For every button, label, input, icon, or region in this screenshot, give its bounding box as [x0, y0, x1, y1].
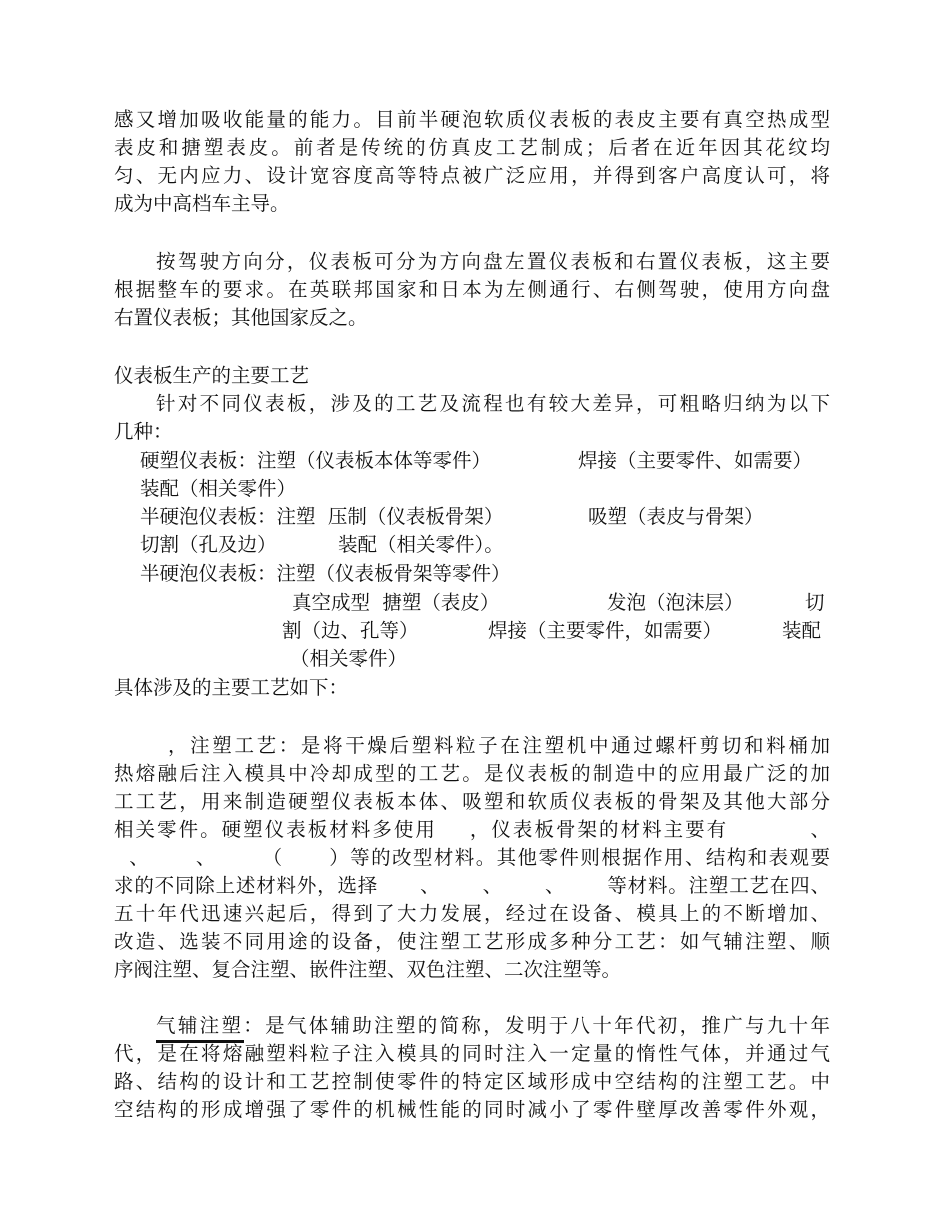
paragraph-1-line-1: 感又增加吸收能量的能力。目前半硬泡软质仪表板的表皮主要有真空热成型: [114, 108, 830, 131]
flow-hard-step-2: 焊接（主要零件、如需要）: [578, 449, 813, 472]
paragraph-4-line-3: 工工艺，用来制造硬塑仪表板本体、吸塑和软质仪表板的骨架及其他大部分: [114, 790, 830, 813]
flow-hard-step-1: 硬塑仪表板：注塑（仪表板本体等零件）: [140, 449, 492, 472]
paragraph-3-line-2: 几种：: [114, 420, 173, 443]
paragraph-2-line-1: 按驾驶方向分，仪表板可分为方向盘左置仪表板和右置仪表板，这主要: [156, 250, 830, 273]
paragraph-4-line-9: 序阀注塑、复合注塑、嵌件注塑、双色注塑、二次注塑等。: [114, 958, 622, 981]
paragraph-4-line-8: 改造、选装不同用途的设备，使注塑工艺形成多种分工艺：如气辅注塑、顺: [114, 930, 830, 953]
paragraph-4-line-5: 、 、 （ ）等的改型材料。其他零件则根据作用、结构和表观要: [114, 846, 830, 869]
paragraph-1-line-2: 表皮和搪塑表皮。前者是传统的仿真皮工艺制成；后者在近年因其花纹均: [114, 136, 830, 159]
paragraph-2-line-3: 右置仪表板；其他国家反之。: [114, 306, 368, 329]
paragraph-4-line-4: 相关零件。硬塑仪表板材料多使用 ，仪表板骨架的材料主要有 、: [114, 818, 830, 841]
flow-semi1-step-2: 吸塑（表皮与骨架）: [588, 505, 764, 528]
flow-semi1-step-4: 装配（相关零件）。: [338, 533, 504, 556]
paragraph-5-line-3: 路、结构的设计和工艺控制使零件的特定区域形成中空结构的注塑工艺。中: [114, 1070, 830, 1093]
flow-semi2-step-1: 半硬泡仪表板：注塑（仪表板骨架等零件）: [140, 562, 511, 585]
paragraph-4-line-1: ，注塑工艺：是将干燥后塑料粒子在注塑机中通过螺杆剪切和料桶加: [168, 734, 830, 757]
flow-semi2-step-2: 真空成型 搪塑（表皮）: [292, 591, 500, 614]
section-heading: 仪表板生产的主要工艺: [114, 364, 310, 387]
paragraph-4-line-6: 求的不同除上述材料外，选择 、 、 、 等材料。注塑工艺在四、: [114, 874, 830, 897]
flow-semi2-step-4: 切: [805, 591, 825, 614]
paragraph-2-line-2: 根据整车的要求。在英联邦国家和日本为左侧通行、右侧驾驶，使用方向盘: [114, 278, 830, 301]
paragraph-5-line-4: 空结构的形成增强了零件的机械性能的同时减小了零件壁厚改善零件外观，: [114, 1098, 830, 1121]
flow-semi2-step-3: 发泡（泡沫层）: [607, 591, 744, 614]
flow-semi1-step-3: 切割（孔及边）: [140, 533, 277, 556]
paragraph-5-line-2: 代，是在将熔融塑料粒子注入模具的同时注入一定量的惰性气体，并通过气: [114, 1042, 830, 1065]
process-intro: 具体涉及的主要工艺如下：: [114, 676, 349, 699]
flow-semi2-step-7: 装配: [782, 619, 822, 642]
flow-semi2-step-5: 割（边、孔等）: [282, 619, 419, 642]
paragraph-1-line-3: 匀、无内应力、设计宽容度高等特点被广泛应用，并得到客户高度认可，将: [114, 164, 830, 187]
paragraph-5-line-1: 气辅注塑：是气体辅助注塑的简称，发明于八十年代初，推广与九十年: [156, 1014, 830, 1037]
flow-semi2-step-8: （相关零件）: [290, 647, 408, 670]
paragraph-4-line-2: 热熔融后注入模具中冷却成型的工艺。是仪表板的制造中的应用最广泛的加: [114, 762, 830, 785]
paragraph-1-line-4: 成为中高档车主导。: [114, 192, 290, 215]
flow-semi2-step-6: 焊接（主要零件，如需要）: [488, 619, 723, 642]
paragraph-3-line-1: 针对不同仪表板，涉及的工艺及流程也有较大差异，可粗略归纳为以下: [156, 392, 830, 415]
paragraph-4-line-7: 五十年代迅速兴起后，得到了大力发展，经过在设备、模具上的不断增加、: [114, 902, 830, 925]
flow-hard-step-3: 装配（相关零件）: [140, 477, 297, 500]
flow-semi1-step-1: 半硬泡仪表板：注塑 压制（仪表板骨架）: [140, 505, 504, 528]
